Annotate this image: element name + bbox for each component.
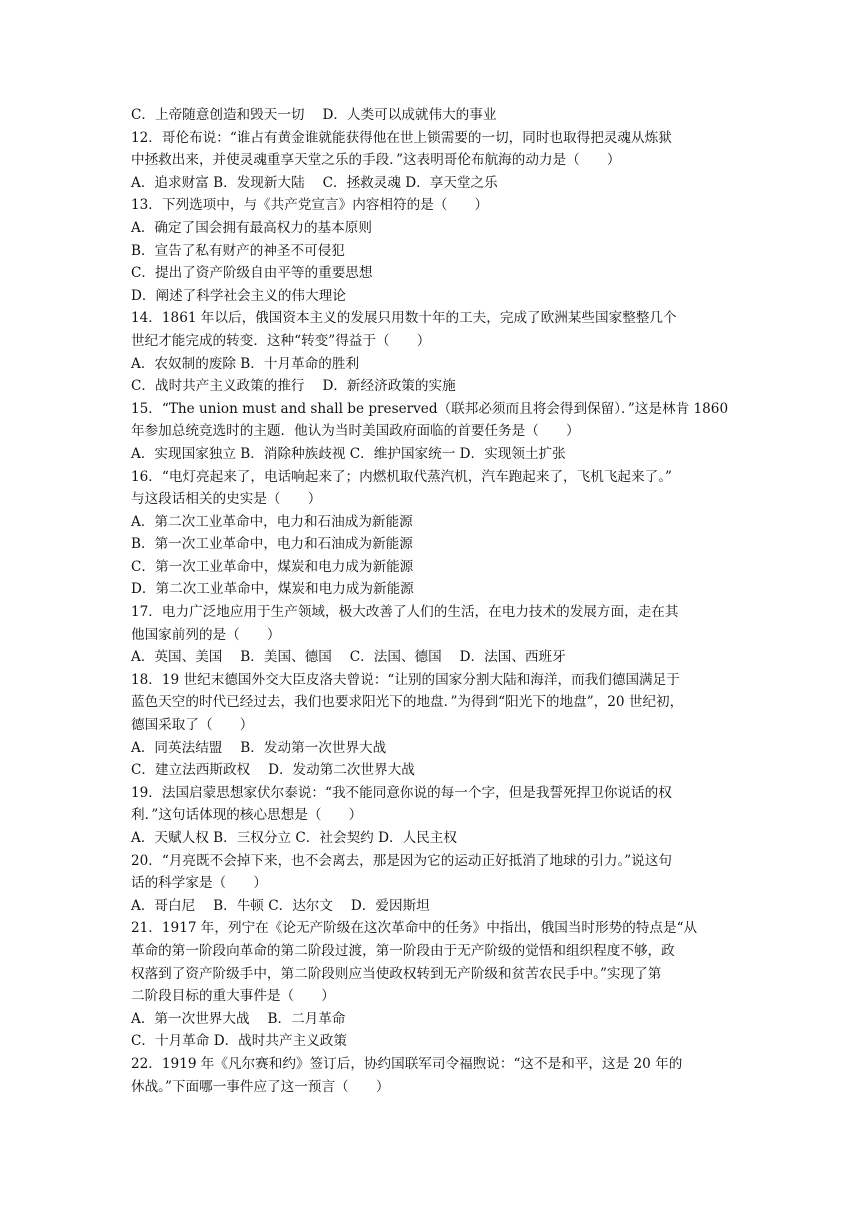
text-line: A．同英法结盟 B．发动第一次世界大战 — [131, 739, 387, 756]
text-line: 18．19 世纪末德国外交大臣皮洛夫曾说：“让别的国家分割大陆和海洋，而我们德国满足于 — [131, 671, 680, 688]
text-line: D．第二次工业革命中，煤炭和电力成为新能源 — [131, 581, 414, 598]
text-line: 21．1917 年，列宁在《论无产阶级在这次革命中的任务》中指出，俄国当时形势的特点是“从 — [131, 920, 698, 937]
text-line: 12．哥伦布说：“谁占有黄金谁就能获得他在世上锁需要的一切，同时也取得把灵魂从炼狱 — [131, 129, 672, 146]
text-line: 17．电力广泛地应用于生产领域，极大改善了人们的生活，在电力技术的发展方面，走在其 — [131, 604, 679, 621]
text-line: 22．1919 年《凡尔赛和约》签订后，协约国联军司令福煦说：“这不是和平，这是 20 年的 — [131, 1055, 683, 1072]
text-line: A．实现国家独立 B．消除种族歧视 C．维护国家统一 D．实现领土扩张 — [131, 445, 566, 462]
text-line: 20．“月亮既不会掉下来，也不会离去，那是因为它的运动正好抵消了地球的引力。”说这句 — [131, 852, 672, 869]
text-line: A．第二次工业革命中，电力和石油成为新能源 — [131, 513, 413, 530]
text-line: 休战。”下面哪一事件应了这一预言（ ） — [131, 1078, 390, 1095]
text-line: A．哥白尼 B．牛顿 C．达尔文 D．爱因斯坦 — [131, 897, 430, 914]
text-line: A．英国、美国 B．美国、德国 C．法国、德国 D．法国、西班牙 — [131, 649, 566, 666]
text-line: A．第一次世界大战 B．二月革命 — [131, 1010, 346, 1027]
text-line: 蓝色天空的时代已经过去，我们也要求阳光下的地盘．”为得到“阳光下的地盘”，20 世纪初， — [131, 694, 684, 711]
text-line: 14．1861 年以后，俄国资本主义的发展只用数十年的工夫，完成了欧洲某些国家整整几个 — [131, 310, 677, 327]
text-line: C．第一次工业革命中，煤炭和电力成为新能源 — [131, 558, 414, 575]
text-line: 革命的第一阶段向革命的第二阶段过渡，第一阶段由于无产阶级的觉悟和组织程度不够，政 — [131, 942, 675, 959]
text-line: 19．法国启蒙思想家伏尔泰说：“我不能同意你说的每一个字，但是我誓死捍卫你说话的权 — [131, 784, 672, 801]
text-line: 15．“The union must and shall be preserved（联邦必须而且将会得到保留）．”这是林肯 1860 — [131, 400, 729, 417]
text-line: A．天赋人权 B．三权分立 C．社会契约 D．人民主权 — [131, 830, 457, 846]
text-line: 世纪才能完成的转变．这种“转变”得益于（ ） — [131, 332, 431, 349]
text-line: 利．”这句话体现的核心思想是（ ） — [131, 807, 363, 824]
text-line: A．追求财富 B．发现新大陆 C．拯救灵魂 D．享天堂之乐 — [131, 174, 498, 191]
text-line: 16．“电灯亮起来了，电话响起来了；内燃机取代蒸汽机，汽车跑起来了，飞机飞起来了。” — [131, 468, 672, 485]
text-line: B．宣告了私有财产的神圣不可侵犯 — [131, 242, 345, 259]
text-line: 二阶段目标的重大事件是（ ） — [131, 988, 335, 1005]
text-line: C．提出了资产阶级自由平等的重要思想 — [131, 265, 373, 282]
text-line: C．建立法西斯政权 D．发动第二次世界大战 — [131, 762, 415, 779]
text-line: 他国家前列的是（ ） — [131, 626, 281, 643]
text-line: A．农奴制的废除 B．十月革命的胜利 — [131, 355, 360, 372]
text-line: C．战时共产主义政策的推行 D．新经济政策的实施 — [131, 378, 456, 395]
text-line: 与这段话相关的史实是（ ） — [131, 491, 322, 508]
text-line: 德国采取了（ ） — [131, 717, 254, 734]
text-line: 权落到了资产阶级手中，第二阶段则应当使政权转到无产阶级和贫苦农民手中。”实现了第 — [131, 965, 662, 982]
text-line: A．确定了国会拥有最高权力的基本原则 — [131, 219, 372, 236]
text-line: C．十月革命 D．战时共产主义政策 — [131, 1033, 347, 1050]
question-text — [131, 104, 731, 1098]
text-line: 中拯救出来，并使灵魂重享天堂之乐的手段．”这表明哥伦布航海的动力是（ ） — [131, 152, 621, 169]
text-line: C．上帝随意创造和毁天一切 D．人类可以成就伟大的事业 — [131, 107, 497, 123]
text-line: B．第一次工业革命中，电力和石油成为新能源 — [131, 536, 413, 553]
text-line: D．阐述了科学社会主义的伟大理论 — [131, 287, 346, 304]
text-line: 年参加总统竞选时的主题．他认为当时美国政府面临的首要任务是（ ） — [131, 423, 580, 440]
text-line: 13．下列选项中，与《共产党宣言》内容相符的是（ ） — [131, 197, 489, 214]
text-line: 话的科学家是（ ） — [131, 875, 267, 892]
